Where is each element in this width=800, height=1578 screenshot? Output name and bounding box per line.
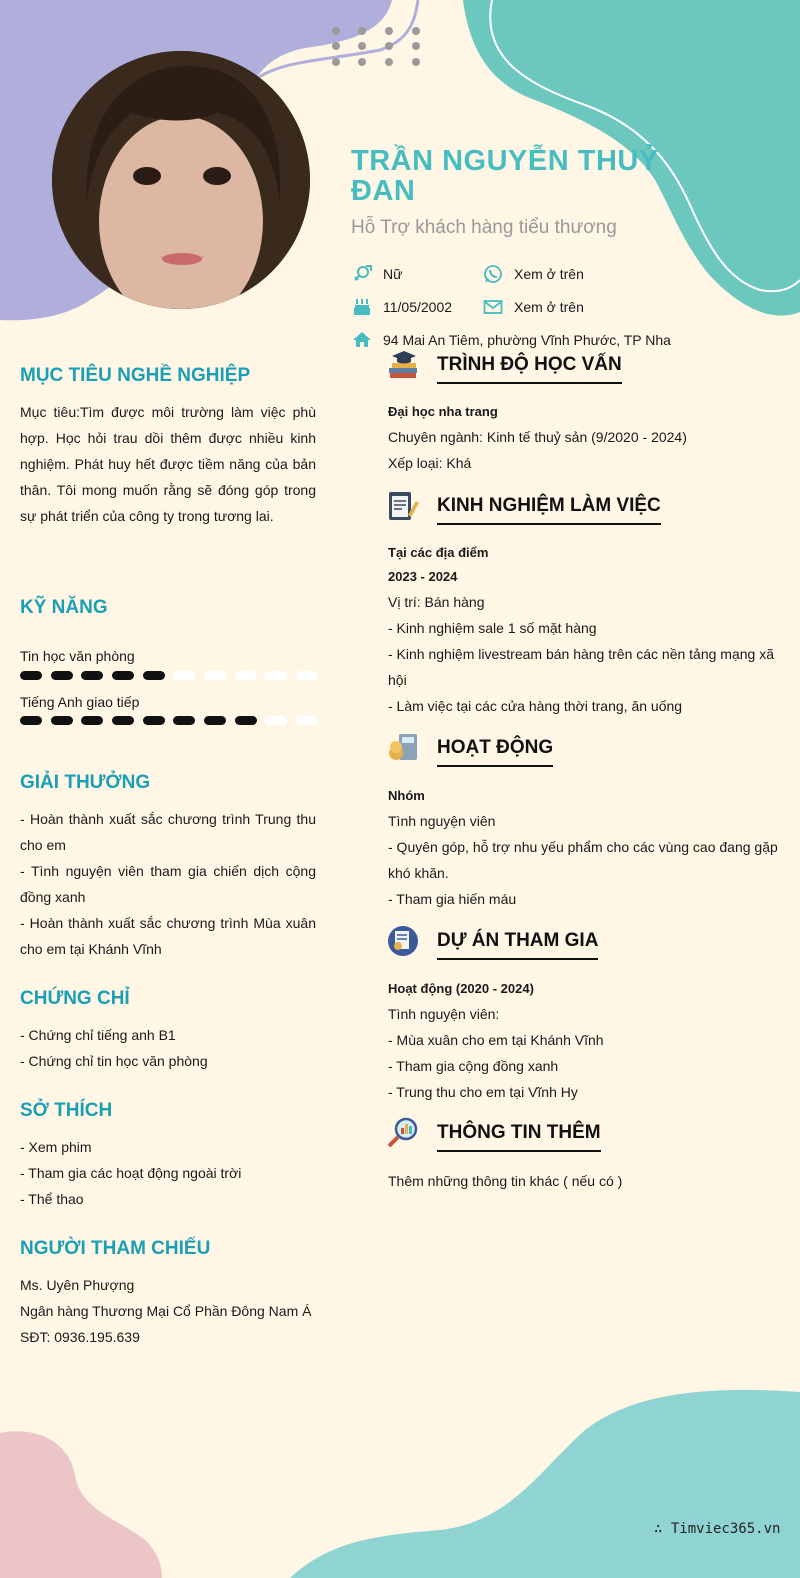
- birthday-row: [352, 297, 452, 317]
- hobby-item: - Thể thao: [20, 1191, 84, 1207]
- award-item: - Tình nguyện viên tham gia chiến dịch cộng đồng xanh: [20, 863, 316, 905]
- projects-title: DỰ ÁN THAM GIA: [437, 930, 598, 960]
- skill-segment-filled: [51, 671, 73, 680]
- hobbies-section: [20, 1134, 316, 1212]
- skill-label: Tiếng Anh giao tiếp: [20, 694, 140, 710]
- projects-section: [388, 977, 778, 1105]
- experience-period: 2023 - 2024: [388, 569, 458, 584]
- skill-segment-filled: [51, 716, 73, 725]
- activities-header: [386, 731, 553, 765]
- skill-segment-filled: [235, 716, 257, 725]
- skill-segment-filled: [81, 716, 103, 725]
- hobby-item: - Tham gia các hoạt động ngoài trời: [20, 1165, 242, 1181]
- certificates-title: CHỨNG CHỈ: [20, 988, 130, 1009]
- magnifier-chart-icon: [386, 1116, 420, 1150]
- skill-segment-filled: [20, 671, 42, 680]
- references-section: [20, 1272, 316, 1350]
- pink-blob: [0, 1431, 162, 1578]
- skill-segment-filled: [20, 716, 42, 725]
- skill-segment-empty: [204, 671, 226, 680]
- skill-segment-empty: [296, 671, 318, 680]
- activity-line: Tình nguyện viên: [388, 813, 496, 829]
- phone-value: Xem ở trên: [514, 266, 584, 282]
- email-value: Xem ở trên: [514, 299, 584, 315]
- school-name: Đại học nha trang: [388, 404, 498, 419]
- birthday-value: 11/05/2002: [383, 299, 453, 315]
- birthday-cake-icon: [352, 297, 372, 317]
- project-line: Tình nguyện viên:: [388, 1006, 500, 1022]
- experience-line: - Làm việc tại các cửa hàng thời trang, ăn uống: [388, 698, 683, 714]
- skill-label: Tin học văn phòng: [20, 648, 135, 664]
- gender-icon: [352, 264, 372, 284]
- calculator-coins-icon: [386, 731, 420, 765]
- experience-line: Vị trí: Bán hàng: [388, 594, 485, 610]
- email-row: [483, 297, 584, 317]
- skill-bar: [20, 716, 318, 725]
- skill-segment-filled: [81, 671, 103, 680]
- extra-info-section: [388, 1168, 778, 1194]
- experience-section: [388, 541, 778, 719]
- reference-company: Ngân hàng Thương Mại Cổ Phần Đông Nam Á: [20, 1303, 312, 1319]
- extra-info-text: Thêm những thông tin khác ( nếu có ): [388, 1173, 623, 1189]
- activity-line: - Quyên góp, hỗ trợ nhu yếu phẩm cho các vùng cao đang gặp khó khăn.: [388, 839, 778, 881]
- awards-title: GIẢI THƯỞNG: [20, 772, 151, 793]
- certificate-item: - Chứng chỉ tin học văn phòng: [20, 1053, 208, 1069]
- full-name: TRẦN NGUYỄN THUỶ ĐAN: [351, 145, 659, 207]
- gender-row: [352, 264, 402, 284]
- career-goal-title: MỤC TIÊU NGHỀ NGHIỆP: [20, 365, 251, 386]
- address-row: [352, 330, 671, 350]
- skill-segment-empty: [296, 716, 318, 725]
- reference-name: Ms. Uyên Phượng: [20, 1277, 135, 1293]
- projects-header: [386, 924, 598, 958]
- project-line: - Tham gia cộng đồng xanh: [388, 1058, 559, 1074]
- certificates-section: [20, 1022, 316, 1074]
- home-icon: [352, 330, 372, 350]
- graduation-books-icon: [386, 348, 420, 382]
- projects-heading: Hoạt động (2020 - 2024): [388, 981, 534, 996]
- skill-segment-filled: [143, 716, 165, 725]
- reference-phone: SĐT: 0936.195.639: [20, 1329, 140, 1345]
- experience-header: [386, 489, 661, 523]
- skill-segment-filled: [143, 671, 165, 680]
- job-title: Hỗ Trợ khách hàng tiểu thương: [351, 217, 617, 238]
- activities-group: Nhóm: [388, 788, 425, 803]
- profile-photo: [52, 51, 310, 309]
- extra-info-header: [386, 1116, 601, 1150]
- experience-title: KINH NGHIỆM LÀM VIỆC: [437, 495, 661, 525]
- portrait-illustration: [52, 51, 310, 309]
- certificate-item: - Chứng chỉ tiếng anh B1: [20, 1027, 176, 1043]
- education-line: Chuyên ngành: Kinh tế thuỷ sản (9/2020 - 2024): [388, 429, 687, 445]
- education-section: [388, 400, 778, 476]
- phone-icon: [483, 264, 503, 284]
- education-header: [386, 348, 622, 382]
- skill-segment-empty: [265, 671, 287, 680]
- hobby-item: - Xem phim: [20, 1139, 92, 1155]
- gender-value: Nữ: [383, 266, 403, 282]
- skill-segment-filled: [173, 716, 195, 725]
- activities-section: [388, 784, 778, 912]
- skills-title: KỸ NĂNG: [20, 597, 108, 618]
- experience-place: Tại các địa điểm: [388, 545, 489, 560]
- award-item: - Hoàn thành xuất sắc chương trình Mùa xuân cho em tại Khánh Vĩnh: [20, 915, 316, 957]
- teal-bottom-blob: [290, 1390, 800, 1578]
- project-line: - Trung thu cho em tại Vĩnh Hy: [388, 1084, 578, 1100]
- project-line: - Mùa xuân cho em tại Khánh Vĩnh: [388, 1032, 604, 1048]
- education-line: Xếp loại: Khá: [388, 455, 472, 471]
- skill-bar: [20, 671, 318, 680]
- envelope-icon: [483, 297, 503, 317]
- award-item: - Hoàn thành xuất sắc chương trình Trung thu cho em: [20, 811, 316, 853]
- hobbies-title: SỞ THÍCH: [20, 1100, 113, 1121]
- skill-segment-empty: [235, 671, 257, 680]
- experience-line: - Kinh nghiệm sale 1 số mặt hàng: [388, 620, 597, 636]
- skill-segment-filled: [112, 671, 134, 680]
- skill-segment-filled: [112, 716, 134, 725]
- career-goal-text: Mục tiêu:Tìm được môi trường làm việc phù hợp. Học hỏi trau dồi thêm được nhiều kinh nghiệm. Phát huy hết được tiềm năng của bản thân. Tôi mong muốn rằng sẽ đóng góp trong sự phát triển của công ty trong tương lai.: [20, 404, 316, 524]
- watermark: ∴ Timviec365.vn: [654, 1521, 781, 1537]
- skill-segment-empty: [173, 671, 195, 680]
- resume-clipboard-icon: [386, 489, 420, 523]
- skill-segment-filled: [204, 716, 226, 725]
- experience-line: - Kinh nghiệm livestream bán hàng trên các nền tảng mạng xã hội: [388, 646, 775, 688]
- phone-row: [483, 264, 584, 284]
- activity-line: - Tham gia hiến máu: [388, 891, 517, 907]
- project-document-icon: [386, 924, 420, 958]
- references-title: NGƯỜI THAM CHIẾU: [20, 1238, 211, 1259]
- address-value: 94 Mai An Tiêm, phường Vĩnh Phước, TP Nha: [383, 332, 671, 348]
- education-title: TRÌNH ĐỘ HỌC VẤN: [437, 354, 622, 384]
- activities-title: HOẠT ĐỘNG: [437, 737, 553, 767]
- awards-section: [20, 806, 316, 962]
- skill-segment-empty: [265, 716, 287, 725]
- career-goal-section: [20, 399, 316, 529]
- extra-info-title: THÔNG TIN THÊM: [437, 1122, 601, 1152]
